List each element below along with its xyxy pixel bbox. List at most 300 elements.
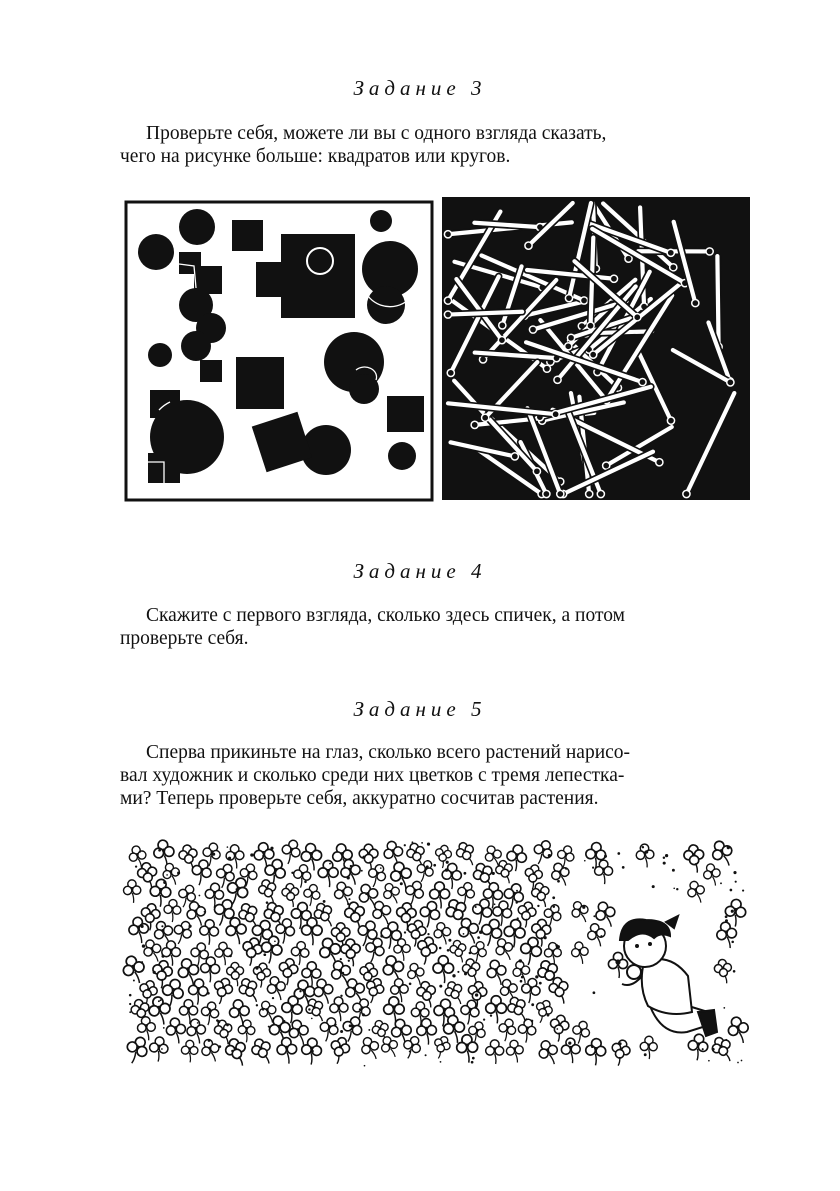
- ground-dot: [584, 860, 586, 862]
- ground-dot: [733, 970, 736, 973]
- ground-dot: [141, 961, 143, 963]
- ground-dot: [256, 1004, 258, 1006]
- ground-dot: [206, 1014, 208, 1016]
- ground-dot: [492, 872, 495, 875]
- ground-dot: [361, 870, 363, 872]
- ground-dot: [490, 1014, 492, 1016]
- clover-plant: [378, 1034, 402, 1061]
- square: [236, 357, 284, 409]
- clover-plant: [686, 1033, 709, 1062]
- circle: [179, 209, 215, 245]
- clover-plant: [492, 936, 517, 964]
- ground-dot: [263, 953, 266, 956]
- ground-dot: [266, 901, 269, 904]
- clover-plant: [301, 918, 322, 946]
- matches-figure: [442, 197, 750, 500]
- clover-plant: [529, 837, 556, 867]
- ground-dot: [340, 1030, 343, 1033]
- ground-dot: [702, 1048, 704, 1050]
- ground-dot: [439, 985, 442, 988]
- ground-dot: [142, 944, 145, 947]
- ground-dot: [323, 900, 326, 903]
- task3-text: [120, 122, 748, 168]
- ground-dot: [552, 896, 555, 899]
- clover-plant: [595, 860, 613, 884]
- ground-dot: [368, 1029, 370, 1031]
- match-head: [525, 242, 532, 249]
- ground-dot: [335, 1024, 337, 1026]
- ground-dot: [555, 944, 558, 947]
- clover-plant: [358, 1034, 383, 1062]
- ground-dot: [409, 982, 412, 985]
- clover-plant: [122, 953, 148, 986]
- match-head: [590, 351, 597, 358]
- ground-dot: [557, 880, 560, 883]
- ground-dot: [365, 893, 367, 895]
- ground-dot: [439, 947, 442, 950]
- ground-dot: [198, 905, 200, 907]
- ground-dot: [425, 1054, 427, 1056]
- ground-dot: [347, 876, 350, 879]
- ground-dot: [531, 1020, 534, 1023]
- ground-dot: [742, 890, 744, 892]
- match-head: [554, 376, 561, 383]
- ground-dot: [318, 851, 320, 853]
- clover-plant: [496, 1017, 518, 1043]
- ground-dot: [547, 1014, 550, 1017]
- ground-dot: [593, 915, 595, 917]
- ground-dot: [499, 1030, 501, 1032]
- ground-dot: [161, 1048, 163, 1050]
- ground-dot: [228, 857, 231, 860]
- ground-dot: [471, 1061, 474, 1064]
- ground-dot: [708, 1060, 710, 1062]
- ground-dot: [446, 861, 449, 864]
- clover-plant: [454, 840, 479, 869]
- task4-line-1: Скажите с первого взгляда, сколько здесь спичек, а потом: [146, 605, 625, 626]
- ground-dot: [452, 974, 455, 977]
- match-head: [610, 275, 617, 282]
- ground-dot: [464, 972, 467, 975]
- clover-plant: [257, 878, 280, 906]
- ground-dot: [404, 931, 406, 933]
- ground-dot: [262, 1008, 265, 1011]
- ground-dot: [208, 1039, 211, 1042]
- match-head: [603, 462, 610, 469]
- ground-dot: [166, 874, 168, 876]
- ground-dot: [340, 958, 342, 960]
- clover-plant: [291, 863, 313, 889]
- ground-dot: [299, 990, 301, 992]
- ground-dot: [568, 1041, 571, 1044]
- match-head: [667, 249, 674, 256]
- match-head: [482, 414, 489, 421]
- ground-dot: [341, 972, 344, 975]
- match-head: [580, 297, 587, 304]
- ground-dot: [730, 889, 733, 892]
- ground-dot: [304, 881, 307, 884]
- ground-dot: [600, 935, 602, 937]
- ground-dot: [311, 1018, 313, 1020]
- clover-plant: [199, 956, 220, 983]
- clover-plant: [570, 941, 590, 966]
- match-head: [565, 343, 572, 350]
- match-head: [625, 255, 632, 262]
- task3-line-1: Проверьте себя, можете ли вы с одного взгляда сказать,: [146, 123, 607, 144]
- ground-dot: [735, 881, 737, 883]
- ground-dot: [161, 925, 163, 927]
- ground-dot: [469, 952, 472, 955]
- match-head: [447, 369, 454, 376]
- ground-dot: [475, 906, 477, 908]
- ground-dot: [725, 919, 728, 922]
- clover-plant: [237, 1019, 256, 1043]
- ground-dot: [411, 841, 413, 843]
- ground-dot: [652, 885, 655, 888]
- circle: [388, 442, 416, 470]
- ground-dot: [433, 864, 436, 867]
- task4-heading: Задание 4: [353, 559, 487, 583]
- match-head: [639, 378, 646, 385]
- clover-plant: [122, 1034, 152, 1068]
- ground-dot: [723, 1007, 725, 1009]
- ground-dot: [591, 1045, 594, 1048]
- clover-plant: [148, 1036, 169, 1063]
- ground-dot: [329, 863, 331, 865]
- ground-dot: [163, 1027, 165, 1029]
- ground-dot: [359, 1008, 361, 1010]
- task4-text: [120, 604, 751, 650]
- clover-plant: [486, 1040, 504, 1064]
- ground-dot: [535, 975, 538, 978]
- clover-plant: [561, 1038, 581, 1064]
- boy-held-clover: [608, 952, 627, 978]
- match-head: [444, 297, 451, 304]
- ground-dot: [380, 935, 383, 938]
- match-head: [683, 490, 690, 497]
- boy-hand: [627, 965, 641, 979]
- square: [387, 396, 424, 432]
- ground-dot: [520, 980, 523, 983]
- clover-plant: [429, 1034, 453, 1061]
- match-head: [634, 314, 641, 321]
- task3-heading: Задание 3: [353, 76, 487, 100]
- ground-dot: [503, 860, 505, 862]
- boy-shoe: [698, 1010, 717, 1036]
- ground-dot: [291, 872, 293, 874]
- ground-dot: [161, 955, 164, 958]
- match-head: [692, 299, 699, 306]
- clover-plant: [432, 921, 454, 947]
- ground-dot: [340, 995, 342, 997]
- ground-dot: [349, 1024, 352, 1027]
- ground-dot: [519, 959, 522, 962]
- ground-dot: [440, 1061, 442, 1063]
- clover-plant: [340, 939, 360, 967]
- ground-dot: [139, 851, 141, 853]
- match-head: [552, 411, 559, 418]
- square: [232, 220, 263, 251]
- ground-dot: [158, 1000, 160, 1002]
- clover-plant: [123, 880, 141, 904]
- circle: [370, 210, 392, 232]
- ground-dot: [672, 869, 675, 872]
- clover-plant: [585, 1038, 607, 1066]
- clover-plant: [505, 1039, 525, 1064]
- task3-line-2: чего на рисунке больше: квадратов или кругов.: [120, 146, 511, 167]
- clover-plant: [683, 844, 705, 873]
- match-head: [543, 365, 550, 372]
- clover-plant: [433, 956, 454, 983]
- match-stick: [448, 312, 522, 315]
- ground-dot: [283, 989, 285, 991]
- ground-dot: [274, 940, 276, 942]
- ground-dot: [133, 980, 135, 982]
- clover-plant: [608, 1038, 633, 1068]
- match-head: [499, 322, 506, 329]
- ground-dot: [427, 843, 430, 846]
- clover-plant: [281, 883, 299, 908]
- clover-plant: [265, 974, 289, 1002]
- clover-plant: [449, 939, 469, 964]
- match-head: [667, 417, 674, 424]
- clover-field-illustration: [122, 836, 752, 1072]
- match-head: [444, 231, 451, 238]
- clover-plant: [548, 860, 573, 888]
- ground-dot: [673, 887, 675, 889]
- match-head: [529, 326, 536, 333]
- task5-text: [120, 741, 751, 810]
- clover-plant: [685, 879, 708, 906]
- clover-plant: [516, 1018, 537, 1044]
- clover-plant: [214, 942, 233, 966]
- ground-dot: [642, 846, 644, 848]
- boy-figure: [608, 916, 717, 1036]
- ground-dot: [362, 1013, 365, 1016]
- boy-eye: [648, 942, 652, 946]
- match-head: [444, 311, 451, 318]
- match-head: [567, 334, 574, 341]
- ground-dot: [565, 867, 567, 869]
- clover-plant: [249, 1036, 276, 1068]
- match-head: [727, 379, 734, 386]
- clover-plant: [199, 919, 220, 946]
- ground-dot: [516, 901, 518, 903]
- ground-dot: [531, 1003, 534, 1006]
- ground-dot: [539, 982, 542, 985]
- ground-dot: [665, 854, 668, 857]
- ground-dot: [463, 933, 465, 935]
- ground-dot: [521, 976, 524, 979]
- ground-dot: [282, 1020, 285, 1023]
- square: [150, 390, 180, 418]
- ground-dot: [163, 881, 166, 884]
- ground-dot: [725, 1039, 727, 1041]
- match-head: [656, 459, 663, 466]
- ground-dot: [158, 849, 161, 852]
- ground-dot: [593, 991, 596, 994]
- ground-dot: [227, 846, 229, 848]
- ground-dot: [445, 868, 448, 871]
- ground-dot: [207, 992, 210, 995]
- ground-dot: [162, 1003, 164, 1005]
- ground-dot: [699, 1042, 701, 1044]
- circle: [138, 234, 174, 270]
- clover-plant: [640, 1036, 658, 1059]
- ground-dot: [153, 971, 156, 974]
- clover-plant: [181, 1040, 198, 1063]
- clover-plant: [713, 958, 733, 984]
- ground-dot: [409, 1050, 411, 1052]
- circle: [148, 343, 172, 367]
- ground-dot: [517, 917, 519, 919]
- ground-dot: [404, 844, 406, 846]
- ground-dot: [343, 1037, 345, 1039]
- clover-plant: [163, 899, 182, 923]
- square: [281, 234, 355, 318]
- ground-dot: [160, 999, 162, 1001]
- ground-dot: [236, 888, 238, 890]
- ground-dot: [663, 857, 665, 859]
- clover-plant: [199, 1037, 223, 1065]
- ground-dot: [617, 852, 620, 855]
- ground-dot: [663, 862, 666, 865]
- ground-dot: [218, 1045, 221, 1048]
- ground-dot: [231, 1050, 233, 1052]
- match-head: [565, 295, 572, 302]
- ground-dot: [464, 872, 467, 875]
- clover-plant: [224, 916, 248, 946]
- ground-dot: [522, 986, 524, 988]
- clover-plant: [585, 922, 608, 949]
- ground-dot: [135, 865, 137, 867]
- clover-plant: [456, 1034, 478, 1063]
- clover-plant: [635, 843, 655, 868]
- match-head: [511, 453, 518, 460]
- ground-dot: [622, 866, 625, 869]
- ground-dot: [483, 1018, 485, 1020]
- boy-eye: [635, 944, 639, 948]
- ground-dot: [605, 1051, 607, 1053]
- ground-dot: [712, 1048, 715, 1051]
- ground-dot: [262, 855, 264, 857]
- ground-dot: [364, 1065, 366, 1067]
- ground-dot: [475, 993, 478, 996]
- square: [194, 266, 222, 294]
- ground-dot: [350, 865, 352, 867]
- ground-dot: [676, 888, 678, 890]
- ground-dot: [737, 1062, 739, 1064]
- ground-dot: [457, 971, 459, 973]
- clover-plant: [461, 957, 483, 985]
- ground-dot: [129, 994, 132, 997]
- shapes-figure: [124, 200, 434, 502]
- ground-dot: [720, 882, 722, 884]
- clover-plant: [258, 934, 285, 966]
- ground-dot: [348, 898, 350, 900]
- match-head: [706, 248, 713, 255]
- ground-dot: [477, 936, 480, 939]
- ground-dot: [582, 906, 585, 909]
- ground-dot: [400, 882, 403, 885]
- match-head: [587, 322, 594, 329]
- task4-line-2: проверьте себя.: [120, 628, 249, 649]
- ground-dot: [198, 895, 200, 897]
- clover-plant: [568, 899, 592, 926]
- match-head: [557, 490, 564, 497]
- ground-dot: [212, 853, 215, 856]
- ground-dot: [226, 1024, 229, 1027]
- ground-dot: [229, 955, 232, 958]
- match-head: [597, 490, 604, 497]
- match-head: [471, 421, 478, 428]
- match-head: [586, 490, 593, 497]
- ground-dot: [479, 931, 482, 934]
- ground-dot: [204, 911, 206, 913]
- ground-dot: [727, 846, 730, 849]
- ground-dot: [348, 960, 350, 962]
- ground-dot: [556, 1028, 558, 1030]
- ground-dot: [644, 1053, 647, 1056]
- match-head: [498, 337, 505, 344]
- ground-dot: [362, 856, 365, 859]
- clover-plant: [701, 862, 722, 887]
- ground-dot: [347, 903, 349, 905]
- ground-dot: [579, 908, 581, 910]
- match-head: [533, 468, 540, 475]
- ground-dot: [741, 1060, 743, 1062]
- square: [200, 360, 222, 382]
- ground-dot: [725, 915, 728, 918]
- match-head: [543, 490, 550, 497]
- ground-dot: [472, 1057, 475, 1060]
- ground-dot: [270, 847, 273, 850]
- clover-plant: [318, 860, 338, 887]
- ground-dot: [448, 939, 451, 942]
- ground-dot: [250, 853, 253, 856]
- match-stick: [717, 256, 718, 347]
- ground-dot: [426, 865, 429, 868]
- clover-plant: [413, 935, 440, 967]
- ground-dot: [480, 911, 483, 914]
- ground-dot: [516, 890, 518, 892]
- ground-dot: [268, 1026, 270, 1028]
- ground-dot: [380, 867, 382, 869]
- ground-dot: [548, 854, 551, 857]
- ground-dot: [645, 850, 648, 853]
- ground-dot: [197, 1022, 199, 1024]
- ground-dot: [208, 1008, 211, 1011]
- ground-dot: [733, 871, 736, 874]
- ground-dot: [141, 925, 144, 928]
- ground-dot: [731, 910, 734, 913]
- task5-line-2: вал художник и сколько среди них цветков с тремя лепестка-: [120, 765, 625, 786]
- ground-dot: [272, 997, 274, 999]
- ground-dot: [544, 936, 547, 939]
- ground-dot: [255, 967, 258, 970]
- ground-dot: [262, 928, 264, 930]
- ground-dot: [310, 1050, 313, 1053]
- ground-dot: [421, 842, 423, 844]
- ground-dot: [494, 903, 496, 905]
- ground-dot: [427, 933, 429, 935]
- ground-dot: [619, 1042, 622, 1045]
- ground-dot: [537, 905, 539, 907]
- match-head: [670, 264, 677, 271]
- ground-dot: [217, 1020, 220, 1023]
- clover-plant: [486, 996, 507, 1024]
- ground-dot: [731, 941, 734, 944]
